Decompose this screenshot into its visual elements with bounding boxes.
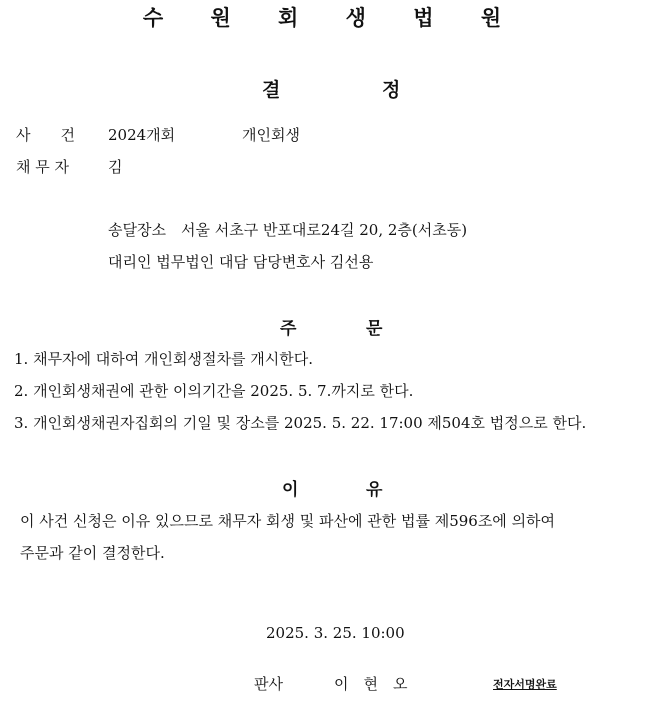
case-number: 2024개회 xyxy=(108,126,176,144)
case-type: 개인회생 xyxy=(242,126,300,144)
reason-line: 주문과 같이 결정한다. xyxy=(20,544,165,562)
representative: 대리인 법무법인 대담 담당변호사 김선용 xyxy=(108,253,374,271)
decision-title-right: 정 xyxy=(382,79,401,101)
debtor-name: 김 xyxy=(108,158,123,176)
order-heading-right: 문 xyxy=(366,319,383,339)
service-address: 송달장소 서울 서초구 반포대로24길 20, 2층(서초동) xyxy=(108,221,468,239)
order-item: 2. 개인회생채권에 관한 이의기간을 2025. 5. 7.까지로 한다. xyxy=(14,382,414,400)
reason-line: 이 사건 신청은 이유 있으므로 채무자 회생 및 파산에 관한 법률 제596조에 의하여 xyxy=(20,512,556,530)
e-signature-stamp: 전자서명완료 xyxy=(493,678,557,691)
reason-heading-left: 이 xyxy=(282,480,299,500)
order-heading-left: 주 xyxy=(280,319,297,339)
judge-name: 이 현 오 xyxy=(334,675,408,693)
order-item: 3. 개인회생채권자집회의 기일 및 장소를 2025. 5. 22. 17:00 제504호 법정으로 한다. xyxy=(14,414,587,432)
debtor-label: 채 무 자 xyxy=(16,158,70,176)
order-item: 1. 채무자에 대하여 개인회생절차를 개시한다. xyxy=(14,350,313,368)
reason-heading-right: 유 xyxy=(366,480,383,500)
decision-title-left: 결 xyxy=(262,79,281,101)
court-name: 수 원 회 생 법 원 xyxy=(142,6,522,30)
decision-date: 2025. 3. 25. 10:00 xyxy=(266,624,405,642)
case-label: 사 건 xyxy=(16,126,75,144)
judge-label: 판사 xyxy=(254,675,283,693)
